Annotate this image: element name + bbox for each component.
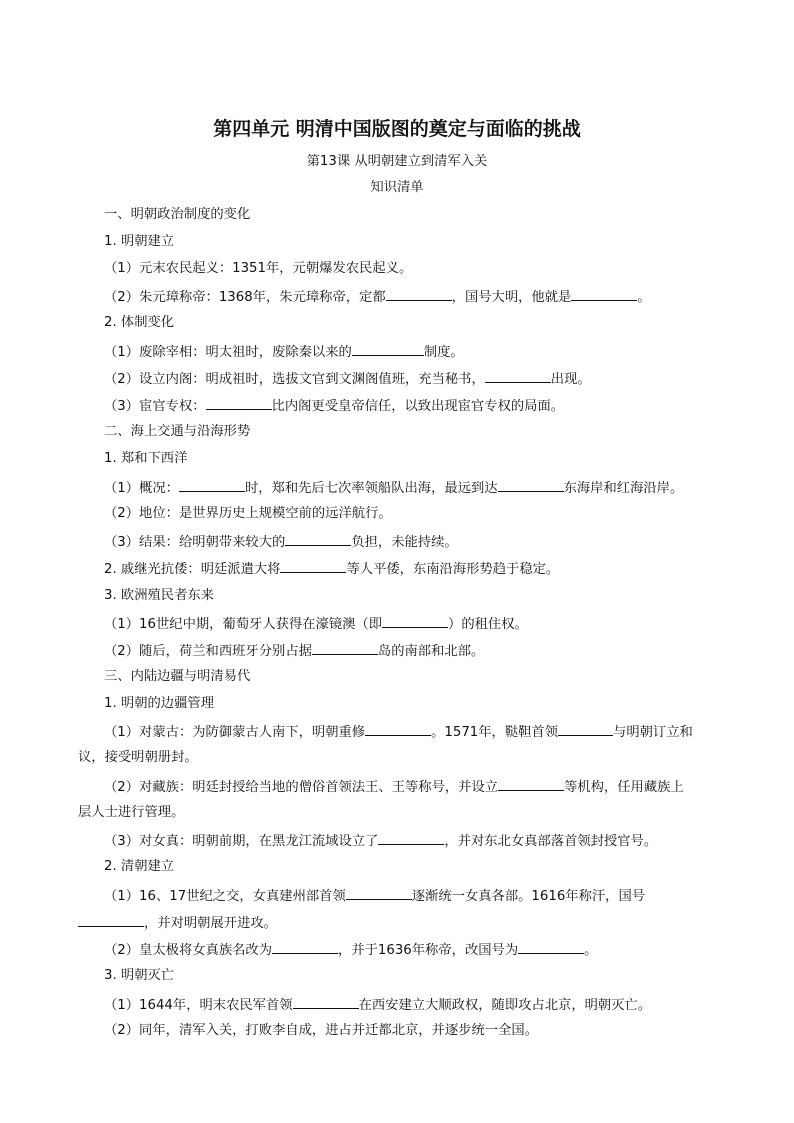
text-line (104, 995, 651, 1015)
fill-blank (346, 886, 412, 900)
subheading-ming-fall: 3. 明朝灭亡 (104, 968, 175, 983)
section-heading-1: 一、明朝政治制度的变化 (104, 207, 251, 222)
text-line (104, 478, 683, 498)
text-segment: 出现。 (550, 372, 591, 387)
fill-blank (179, 478, 245, 492)
text-line (104, 342, 464, 362)
text-line (78, 913, 277, 933)
fill-blank (558, 722, 613, 736)
text-segment: 制度。 (423, 345, 464, 360)
unit-title: 第四单元 明清中国版图的奠定与面临的挑战 (213, 118, 581, 140)
text-segment: 在西安建立大顺政权，随即攻占北京，明朝灭亡。 (358, 998, 652, 1013)
text-segment: 等人平倭，东南沿海形势趋于稳定。 (346, 562, 560, 577)
text-line: 议，接受明朝册封。 (78, 750, 198, 765)
text-segment: （2）皇太极将女真族名改为 (104, 943, 273, 958)
fill-blank (365, 722, 431, 736)
text-segment: （1）对蒙古：为防御蒙古人南下，明朝重修 (104, 725, 366, 740)
fill-blank (518, 940, 584, 954)
text-line: 层人士进行管理。 (78, 805, 185, 820)
text-line: （2）地位：是世界历史上规模空前的远洋航行。 (104, 506, 392, 521)
text-segment: （1）16、17世纪之交，女真建州部首领 (104, 889, 346, 904)
text-line (104, 940, 597, 960)
text-segment: ，并对东北女真部落首领封授官号。 (444, 834, 658, 849)
text-line (104, 641, 484, 661)
fill-blank (571, 287, 637, 301)
fill-blank (78, 913, 144, 927)
text-line (104, 831, 657, 851)
text-segment: （3）对女真：明朝前期，在黑龙江流域设立了 (104, 834, 379, 849)
section-heading-2: 二、海上交通与沿海形势 (104, 424, 251, 439)
text-segment: ，并于1636年称帝，改国号为 (338, 943, 519, 958)
text-segment: （3）宦官专权： (104, 399, 206, 414)
text-segment: （3）结果：给明朝带来较大的 (104, 535, 286, 550)
text-segment: （1）废除宰相：明太祖时，废除秦以来的 (104, 345, 352, 360)
text-segment: 等机构，任用藏族上 (564, 780, 684, 795)
text-line: （2）同年，清军入关，打败李自成，进占并迁都北京，并逐步统一全国。 (104, 1023, 538, 1038)
text-segment: ，国号大明，他就是 (451, 290, 572, 305)
text-line (104, 532, 458, 552)
text-segment: 负担，未能持续。 (351, 535, 458, 550)
fill-blank (378, 831, 444, 845)
text-line (104, 559, 559, 579)
section-label: 知识清单 (370, 180, 424, 195)
text-segment: 比内阁更受皇帝信任，以致出现宦官专权的局面。 (271, 399, 565, 414)
fill-blank (272, 940, 338, 954)
subheading-frontier: 1. 明朝的边疆管理 (104, 696, 214, 711)
text-segment: 与明朝订立和 (613, 725, 693, 740)
text-segment: 2. 戚继光抗倭：明廷派遣大将 (104, 562, 281, 577)
section-heading-3: 三、内陆边疆与明清易代 (104, 669, 251, 684)
subheading-europeans: 3. 欧洲殖民者东来 (104, 588, 214, 603)
text-line (104, 886, 645, 906)
text-segment: 岛的南部和北部。 (377, 644, 485, 659)
text-line (104, 287, 651, 307)
subheading-zheng-he: 1. 郑和下西洋 (104, 451, 188, 466)
fill-blank (352, 342, 424, 356)
subheading-qing-founding: 2. 清朝建立 (104, 859, 175, 874)
text-segment: （2）对藏族：明廷封授给当地的僧俗首领法王、王等称号，并设立 (104, 780, 499, 795)
text-line: （1）元末农民起义：1351年，元朝爆发农民起义。 (104, 261, 413, 276)
text-segment: 时，郑和先后七次率领船队出海，最远到达 (244, 481, 498, 496)
lesson-title: 第13课 从明朝建立到清军入关 (306, 154, 488, 169)
fill-blank (386, 287, 452, 301)
text-line (104, 369, 591, 389)
text-line (104, 722, 693, 742)
subheading-ming-founding: 1. 明朝建立 (104, 234, 175, 249)
text-segment: 逐渐统一女真各部。1616年称汗，国号 (411, 889, 646, 904)
text-segment: 东海岸和红海沿岸。 (563, 481, 684, 496)
text-segment: （1）概况： (104, 481, 179, 496)
fill-blank (280, 559, 346, 573)
text-line (104, 396, 564, 416)
text-segment: ）的租住权。 (448, 617, 528, 632)
fill-blank (498, 777, 564, 791)
text-segment: （1）16世纪中期，葡萄牙人获得在濠镜澳（即 (104, 617, 383, 632)
text-segment: （2）随后，荷兰和西班牙分别占据 (104, 644, 312, 659)
text-segment: ，并对明朝展开进攻。 (144, 916, 277, 931)
text-segment: （1）1644年，明末农民军首领 (104, 998, 293, 1013)
fill-blank (498, 478, 564, 492)
text-segment: 。 (637, 290, 651, 305)
fill-blank (382, 614, 448, 628)
subheading-system-change: 2. 体制变化 (104, 315, 175, 330)
text-segment: 。 (584, 943, 598, 958)
fill-blank (206, 396, 272, 410)
fill-blank (485, 369, 551, 383)
fill-blank (285, 532, 351, 546)
text-line (104, 614, 528, 634)
text-line (104, 777, 684, 797)
fill-blank (293, 995, 359, 1009)
text-segment: （2）朱元璋称帝：1368年，朱元璋称帝，定都 (104, 290, 386, 305)
text-segment: （2）设立内阁：明成祖时，选拔文官到文渊阁值班，充当秘书， (104, 372, 485, 387)
fill-blank (312, 641, 378, 655)
text-segment: 。1571年，鞑靼首领 (431, 725, 559, 740)
